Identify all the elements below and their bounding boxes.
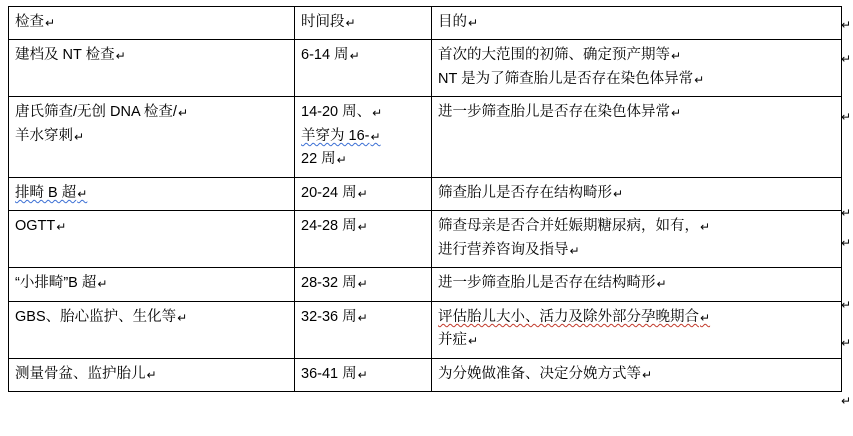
- paragraph-mark: ↵: [468, 334, 479, 349]
- cell-period: [295, 177, 432, 210]
- header-label-period: 时间段↵: [301, 14, 356, 30]
- cell-text: 羊水穿刺↵: [15, 127, 85, 144]
- paragraph-mark: ↵: [841, 18, 852, 32]
- header-label-check: 检查↵: [15, 14, 56, 30]
- cell-text: GBS、胎心监护、生化等↵: [15, 308, 188, 325]
- cell-text: 建档及 NT 检查↵: [15, 47, 126, 64]
- table-row: [9, 268, 842, 301]
- paragraph-mark: ↵: [468, 16, 479, 30]
- paragraph-mark: ↵: [656, 277, 667, 292]
- table-row: [9, 301, 842, 358]
- cell-check: [9, 358, 295, 391]
- cell-text: 6-14 周↵: [301, 47, 360, 64]
- paragraph-mark: ↵: [700, 310, 711, 325]
- paragraph-mark: ↵: [569, 243, 580, 258]
- cell-period: [295, 211, 432, 268]
- paragraph-mark: ↵: [671, 106, 682, 121]
- cell-text: 14-20 周、↵: [301, 104, 383, 121]
- paragraph-mark: ↵: [177, 310, 188, 325]
- cell-text-spellcheck: 评估胎儿大小、活力及除外部分孕晚期合↵: [438, 308, 711, 325]
- cell-text: 进一步筛查胎儿是否存在染色体异常↵: [438, 104, 682, 121]
- table-row: [9, 97, 842, 177]
- cell-text: 唐氏筛查/无创 DNA 检查/↵: [15, 104, 188, 121]
- cell-text: 并症↵: [438, 332, 479, 349]
- paragraph-mark: ↵: [115, 49, 126, 64]
- cell-check: [9, 40, 295, 97]
- paragraph-mark: ↵: [336, 153, 347, 168]
- paragraph-mark: ↵: [841, 394, 852, 408]
- paragraph-marks-column: [841, 6, 853, 436]
- cell-purpose: [432, 268, 842, 301]
- cell-check: [9, 268, 295, 301]
- cell-text: 首次的大范围的初筛、确定预产期等↵: [438, 47, 682, 64]
- table-header-cell-check: [9, 7, 295, 40]
- cell-check: [9, 177, 295, 210]
- paragraph-mark: ↵: [45, 16, 56, 30]
- cell-text: OGTT↵: [15, 218, 67, 235]
- paragraph-mark: ↵: [357, 186, 368, 201]
- cell-text: 22 周↵: [301, 151, 347, 168]
- paragraph-mark: ↵: [613, 186, 624, 201]
- cell-text: 筛查胎儿是否存在结构畸形↵: [438, 184, 624, 201]
- paragraph-mark: ↵: [357, 310, 368, 325]
- paragraph-mark: ↵: [74, 129, 85, 144]
- cell-purpose: [432, 211, 842, 268]
- table-header-cell-period: [295, 7, 432, 40]
- cell-text: 28-32 周↵: [301, 275, 368, 292]
- cell-text: 筛查母亲是否合并妊娠期糖尿病，如有，↵: [438, 218, 711, 235]
- paragraph-mark: ↵: [97, 277, 108, 292]
- cell-text: 32-36 周↵: [301, 308, 368, 325]
- cell-text-spellcheck: 羊穿为 16-↵: [301, 127, 381, 144]
- paragraph-mark: ↵: [357, 277, 368, 292]
- table-header-cell-purpose: [432, 7, 842, 40]
- cell-text: 进行营养咨询及指导↵: [438, 241, 580, 258]
- table-row: [9, 177, 842, 210]
- cell-purpose: [432, 97, 842, 177]
- cell-period: [295, 268, 432, 301]
- paragraph-mark: ↵: [841, 298, 852, 312]
- paragraph-mark: ↵: [56, 220, 67, 235]
- table-row: [9, 40, 842, 97]
- cell-purpose: [432, 301, 842, 358]
- cell-check: [9, 211, 295, 268]
- cell-text-spellcheck: 排畸 B 超↵: [15, 184, 88, 201]
- cell-text: NT 是为了筛查胎儿是否存在染色体异常↵: [438, 70, 705, 87]
- table-row: [9, 358, 842, 391]
- paragraph-mark: ↵: [177, 106, 188, 121]
- paragraph-mark: ↵: [700, 220, 711, 235]
- cell-text: 进一步筛查胎儿是否存在结构畸形↵: [438, 275, 667, 292]
- cell-text: 为分娩做准备、决定分娩方式等↵: [438, 365, 653, 382]
- paragraph-mark: ↵: [146, 367, 157, 382]
- cell-purpose: [432, 358, 842, 391]
- paragraph-mark: ↵: [671, 49, 682, 64]
- paragraph-mark: ↵: [841, 336, 852, 350]
- cell-text: 测量骨盆、监护胎儿↵: [15, 365, 157, 382]
- header-label-purpose: 目的↵: [438, 14, 479, 30]
- paragraph-mark: ↵: [77, 186, 88, 201]
- cell-text: 24-28 周↵: [301, 218, 368, 235]
- paragraph-mark: ↵: [841, 206, 852, 220]
- paragraph-mark: ↵: [694, 72, 705, 87]
- paragraph-mark: ↵: [372, 106, 383, 121]
- document-page: [0, 6, 853, 436]
- cell-purpose: [432, 40, 842, 97]
- paragraph-mark: ↵: [345, 16, 356, 30]
- cell-period: [295, 301, 432, 358]
- paragraph-mark: ↵: [642, 367, 653, 382]
- paragraph-mark: ↵: [841, 236, 852, 250]
- cell-text: 36-41 周↵: [301, 365, 368, 382]
- paragraph-mark: ↵: [841, 110, 852, 124]
- paragraph-mark: ↵: [370, 129, 381, 144]
- table-header-row: [9, 7, 842, 40]
- paragraph-mark: ↵: [357, 220, 368, 235]
- cell-text: “小排畸”B 超↵: [15, 275, 108, 292]
- paragraph-mark: ↵: [349, 49, 360, 64]
- table-row: [9, 211, 842, 268]
- paragraph-mark: ↵: [357, 367, 368, 382]
- paragraph-mark: ↵: [841, 52, 852, 66]
- prenatal-checkup-table: [8, 6, 842, 392]
- cell-period: [295, 97, 432, 177]
- cell-period: [295, 40, 432, 97]
- cell-check: [9, 301, 295, 358]
- cell-check: [9, 97, 295, 177]
- cell-period: [295, 358, 432, 391]
- cell-purpose: [432, 177, 842, 210]
- cell-text: 20-24 周↵: [301, 184, 368, 201]
